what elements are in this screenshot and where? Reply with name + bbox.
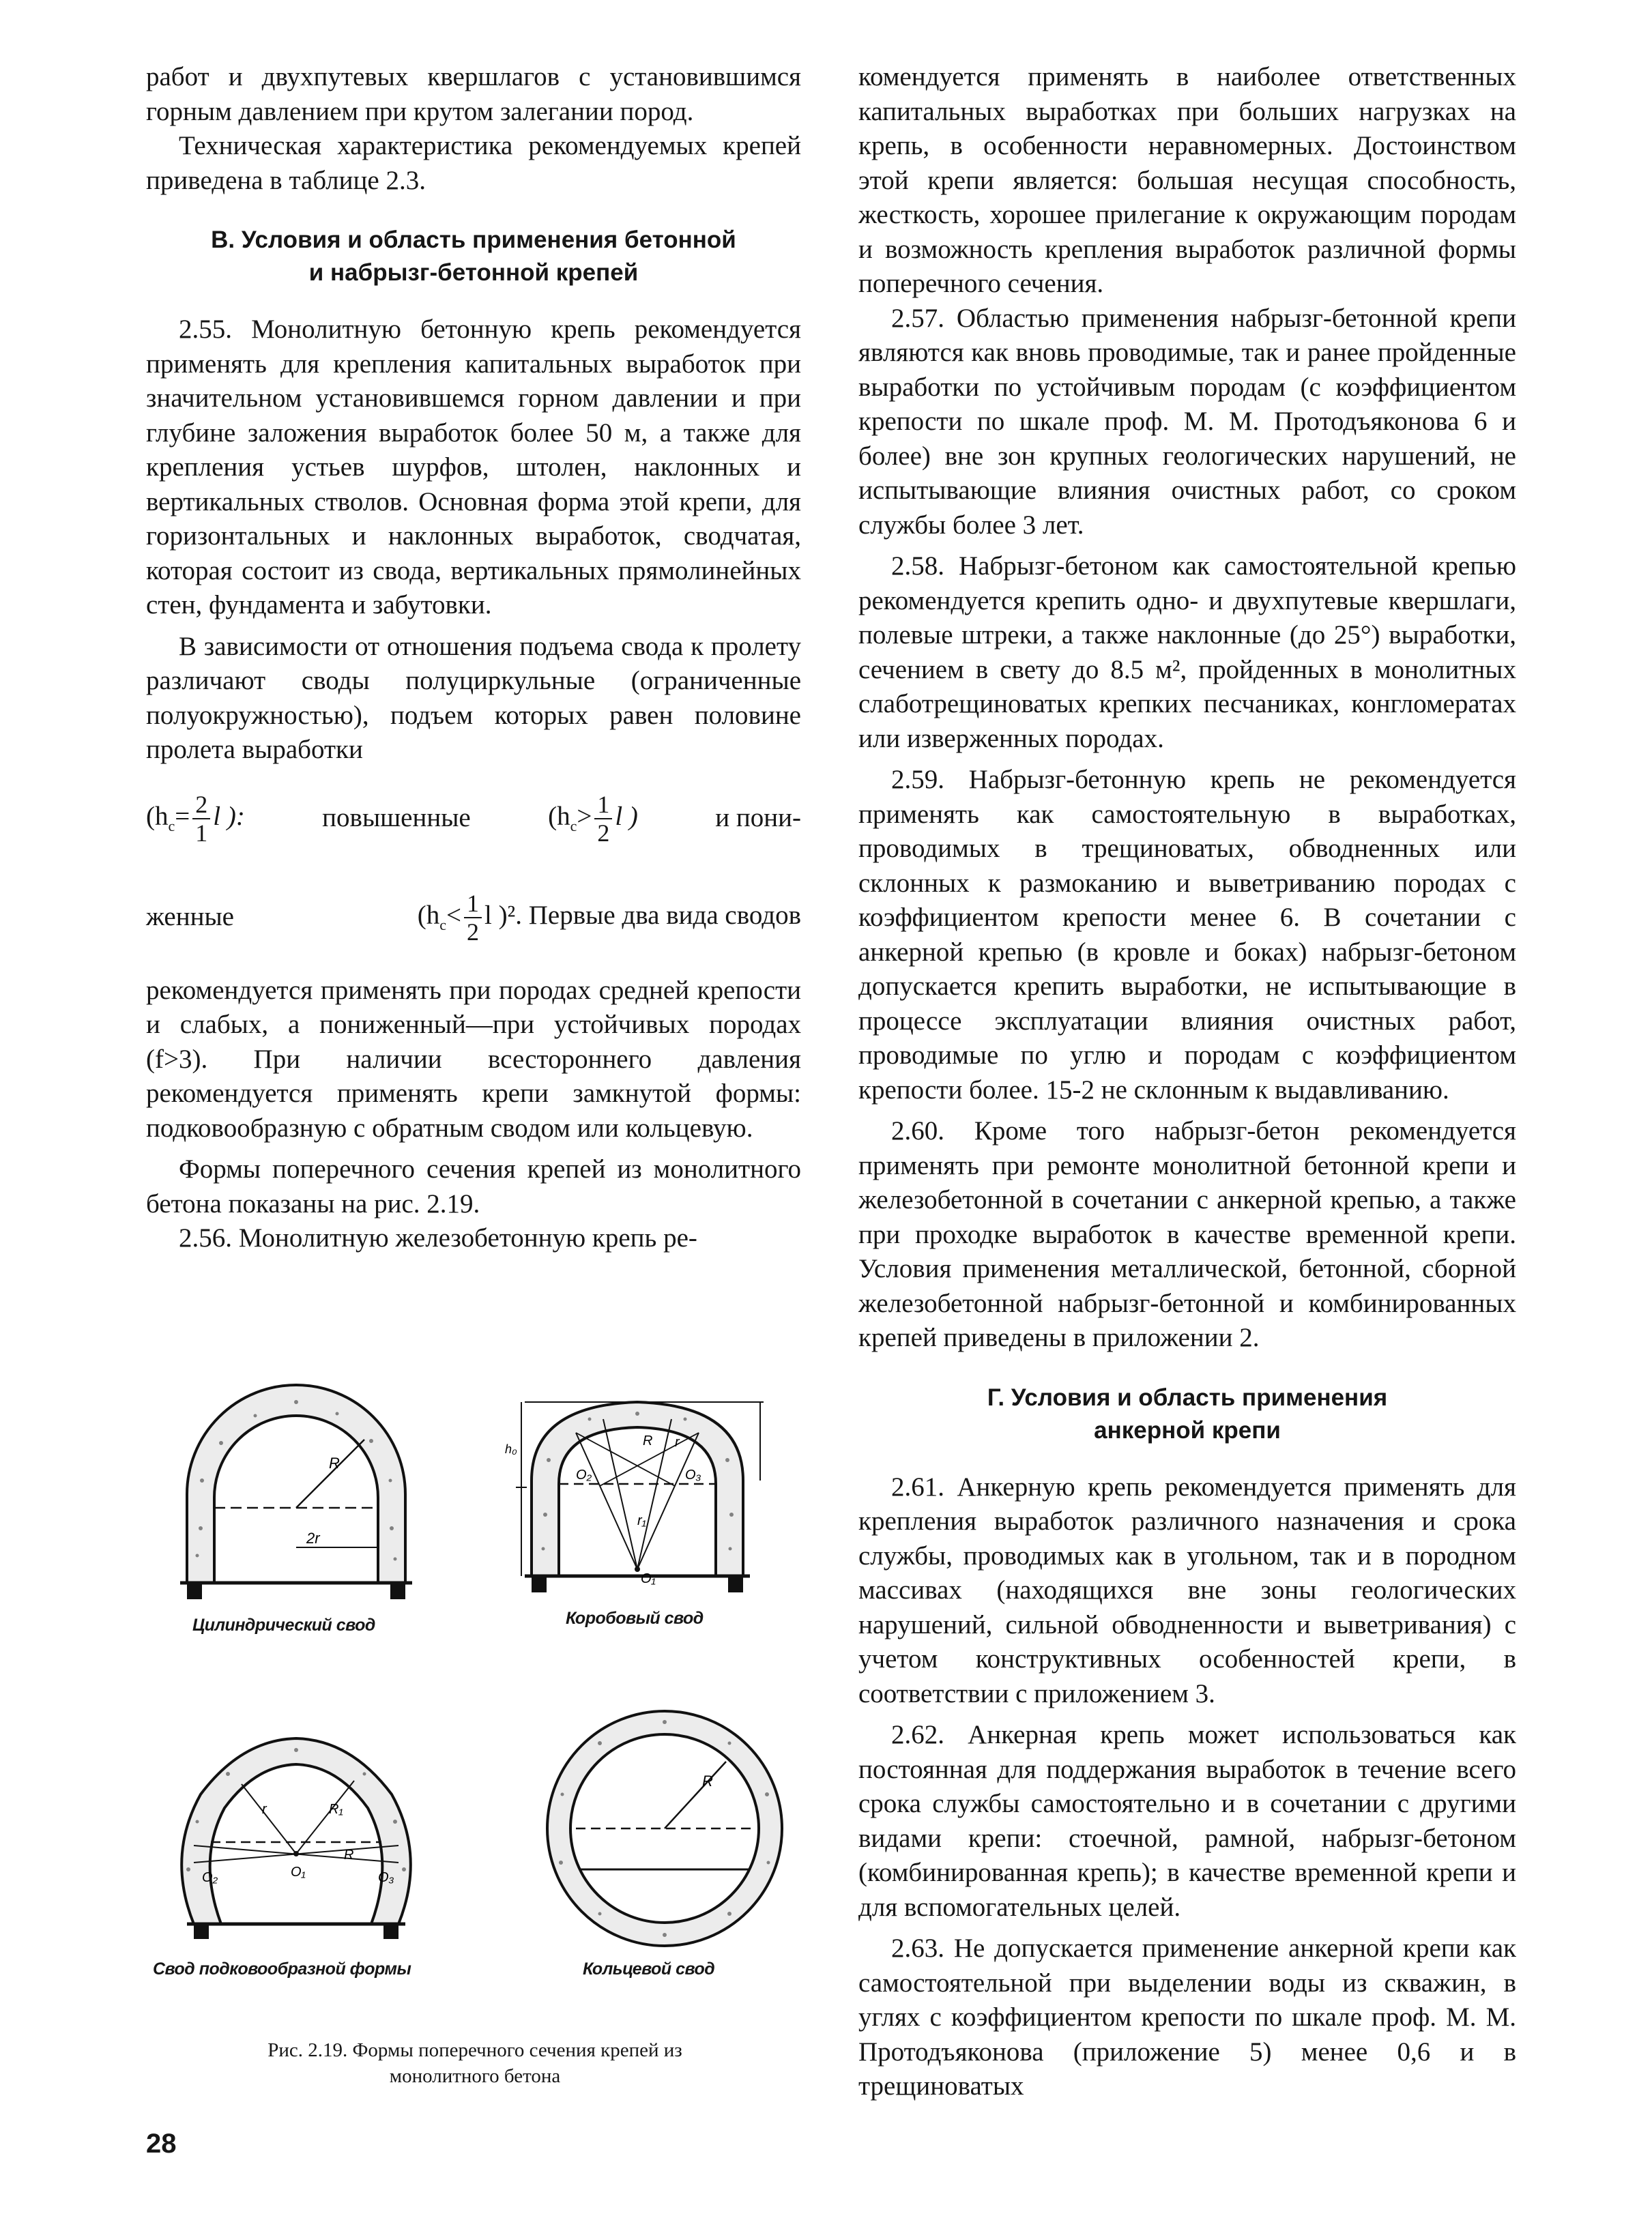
paragraph-vaults: В зависимости от отношения подъема свода к пролету различают своды полуциркульные (ограниченные полуокружностью), подъем которых равен половине пролета выработки	[146, 631, 801, 764]
figure-caption-line1: Рис. 2.19. Формы поперечного сечения крепей из	[267, 2039, 682, 2061]
section-heading-g-line2: анкерной крепи	[1094, 1416, 1281, 1444]
section-heading-g-line1: Г. Условия и область применения	[987, 1384, 1388, 1411]
label-r-box: r	[675, 1435, 680, 1450]
formula-raised: ($h_c>$ $\frac{1}{2}$ l )	[548, 790, 638, 847]
label-R-horseshoe: R	[344, 1848, 354, 1863]
right-column	[858, 60, 1516, 2104]
formula-word-lowered: женные	[146, 902, 234, 932]
caption-cylindrical: Цилиндрический свод	[192, 1616, 375, 1635]
label-R-ring: R	[702, 1773, 713, 1790]
ring-vault-drawing	[528, 1706, 801, 1951]
figure-caption	[168, 2037, 782, 2089]
paragraph-table-ref: Техническая характеристика рекомендуемых крепей приведена в таблице 2.3.	[146, 131, 801, 195]
formula-row-2	[146, 870, 801, 965]
figure-caption-line2: монолитного бетона	[389, 2065, 561, 2087]
caption-ring: Кольцевой свод	[583, 1959, 715, 1979]
label-O1-box: O₁	[641, 1571, 656, 1586]
caption-horseshoe: Свод подковообразной формы	[153, 1959, 411, 1979]
formula-row-1	[146, 768, 801, 870]
paragraph-2-62: 2.62. Анкерная крепь может использоваться как постоянная для поддержания выработок в течение всего срока службы самостоятельно и в сочетании с другими видами крепи: стоечной, рамной, набрызг-бетоном (комбинированная крепь); в качестве временной крепи и для вспомогательных целей.	[858, 1720, 1516, 1922]
paragraph-2-55: 2.55. Монолитную бетонную крепь рекомендуется применять для крепления капитальных выработок при значительном установившемся горном давлении и при глубине заложения выработок более 50 м, а также для крепления устьев шурфов, штолен, наклонных и вертикальных стволов. Основная форма этой крепи, для горизонтальных и наклонных выработок, сводчатая, которая состоит из свода, вертикальных прямолинейных стен, фундамента и забутовки.	[146, 315, 801, 619]
label-r1-box: r₁	[637, 1513, 646, 1528]
paragraph-2-56-start: 2.56. Монолитную железобетонную крепь ре-	[179, 1223, 697, 1253]
box-vault-drawing	[501, 1378, 801, 1603]
section-heading-b-line2: и набрызг-бетонной крепей	[308, 259, 639, 286]
paragraph-2-57: 2.57. Областью применения набрызг-бетонной крепи являются как вновь проводимые, так и ранее пройденные выработки по устойчивым породам (с коэффициентом крепости по шкале проф. М. М. Протодъяконова 6 и более) вне зон крупных геологических нарушений, не испытывающие влияния очистных работ, со сроком службы более 3 лет.	[858, 303, 1516, 540]
paragraph-2-61: 2.61. Анкерную крепь рекомендуется применять для крепления выработок различного назначения и срока службы, проводимых как в угольном, так и в породном массивах (находящихся вне зоны геологических нарушений, сильной обводненности и выветривания) с учетом конструктивных особенностей крепи, в соответствии с приложением 3.	[858, 1472, 1516, 1708]
horseshoe-vault-drawing	[146, 1719, 446, 1944]
section-heading-g	[858, 1382, 1516, 1447]
formula-semicircular: ($h_c=$ $\frac{2}{1}$ l ):	[146, 790, 245, 847]
label-r-horseshoe: r	[262, 1802, 267, 1817]
label-O2-horseshoe: O₂	[202, 1870, 218, 1885]
page-number: 28	[146, 2129, 177, 2159]
section-heading-b	[146, 224, 801, 289]
diagram-ring-vault	[528, 1706, 801, 2026]
cylindrical-vault-drawing	[160, 1378, 433, 1603]
label-O3-box: O₃	[685, 1468, 701, 1483]
label-R-box: R	[643, 1433, 653, 1448]
section-heading-b-line1: В. Условия и область применения бетонной	[211, 227, 736, 253]
label-R-cyl: R	[329, 1455, 340, 1472]
formula-word-raised: повышенные	[322, 803, 471, 833]
left-column	[146, 60, 801, 1256]
caption-box: Коробовый свод	[566, 1609, 704, 1628]
label-O2-box: O₂	[576, 1468, 592, 1483]
diagram-box-vault	[501, 1378, 801, 1699]
diagram-cylindrical-vault	[160, 1378, 433, 1699]
paragraph-2-63: 2.63. Не допускается применение анкерной крепи как самостоятельной при выделении воды из скважин, в углях с коэффициентом крепости по шкале проф. М. М. Протодъяконова (приложение 5) менее 0,6 и в трещиноватых	[858, 1934, 1516, 2101]
paragraph-continuation: работ и двухпутевых квершлагов с установившимся горным давлением при крутом залегании пород.	[146, 62, 801, 126]
formula-lowered: ($h_c<$ $\frac{1}{2}$ l )². Первые два вида сводов	[417, 889, 801, 946]
paragraph-2-60: 2.60. Кроме того набрызг-бетон рекомендуется применять при ремонте монолитной бетонной крепи и железобетонной в сочетании с анкерной крепью, а также при проходке выработок в качестве временной крепи. Условия применения металлической, бетонной, сборной железобетонной набрызг-бетонной и комбинированных крепей приведены в приложении 2.	[858, 1116, 1516, 1352]
formula-word-and-low: и пони-	[715, 803, 801, 833]
paragraph-2-59: 2.59. Набрызг-бетонную крепь не рекомендуется применять как самостоятельную в выработках, проводимых в трещиноватых, обводненных или склонных к размоканию и выветриванию породах с коэффициентом крепости менее 6. В сочетании с анкерной крепью (в кровле и боках) набрызг-бетоном допускается крепить выработки, не испытывающие в процессе эксплуатации влияния очистных работ, проводимые по углю и породам с коэффициентом крепости более. 15-2 не склонным к выдавливанию.	[858, 765, 1516, 1105]
paragraph-2-58: 2.58. Набрызг-бетоном как самостоятельной крепью рекомендуется крепить одно- и двухпутевые квершлаги, полевые штреки, а также наклонные (до 25°) выработки, сечением в свету до 8.5 м², пройденных в монолитных слаботрещиноватых крепких песчаниках, конгломератах или изверженных породах.	[858, 551, 1516, 753]
diagram-horseshoe-vault	[146, 1719, 446, 2026]
label-2r-cyl: 2r	[306, 1530, 320, 1547]
label-R1-horseshoe: R₁	[329, 1802, 343, 1817]
label-O1-horseshoe: O₁	[291, 1865, 306, 1880]
label-O3-horseshoe: O₃	[378, 1870, 394, 1885]
paragraph-2-56-cont: комендуется применять в наиболее ответственных капитальных выработках при больших нагрузках на крепь, в особенности неравномерных. Достоинством этой крепи является: большая несущая способность, жесткость, хорошее прилегание к окружающим породам и возможность крепления выработок различной формы поперечного сечения.	[858, 62, 1516, 298]
paragraph-forms: Формы поперечного сечения крепей из монолитного бетона показаны на рис. 2.19.	[146, 1154, 801, 1219]
paragraph-after-formula: рекомендуется применять при породах средней крепости и слабых, а пониженный—при устойчивых породах (f>3). При наличии всестороннего давления рекомендуется применять крепи замкнутой формы: подковообразную с обратным сводом или кольцевую.	[146, 975, 801, 1143]
label-h0-box: h₀	[505, 1442, 517, 1456]
